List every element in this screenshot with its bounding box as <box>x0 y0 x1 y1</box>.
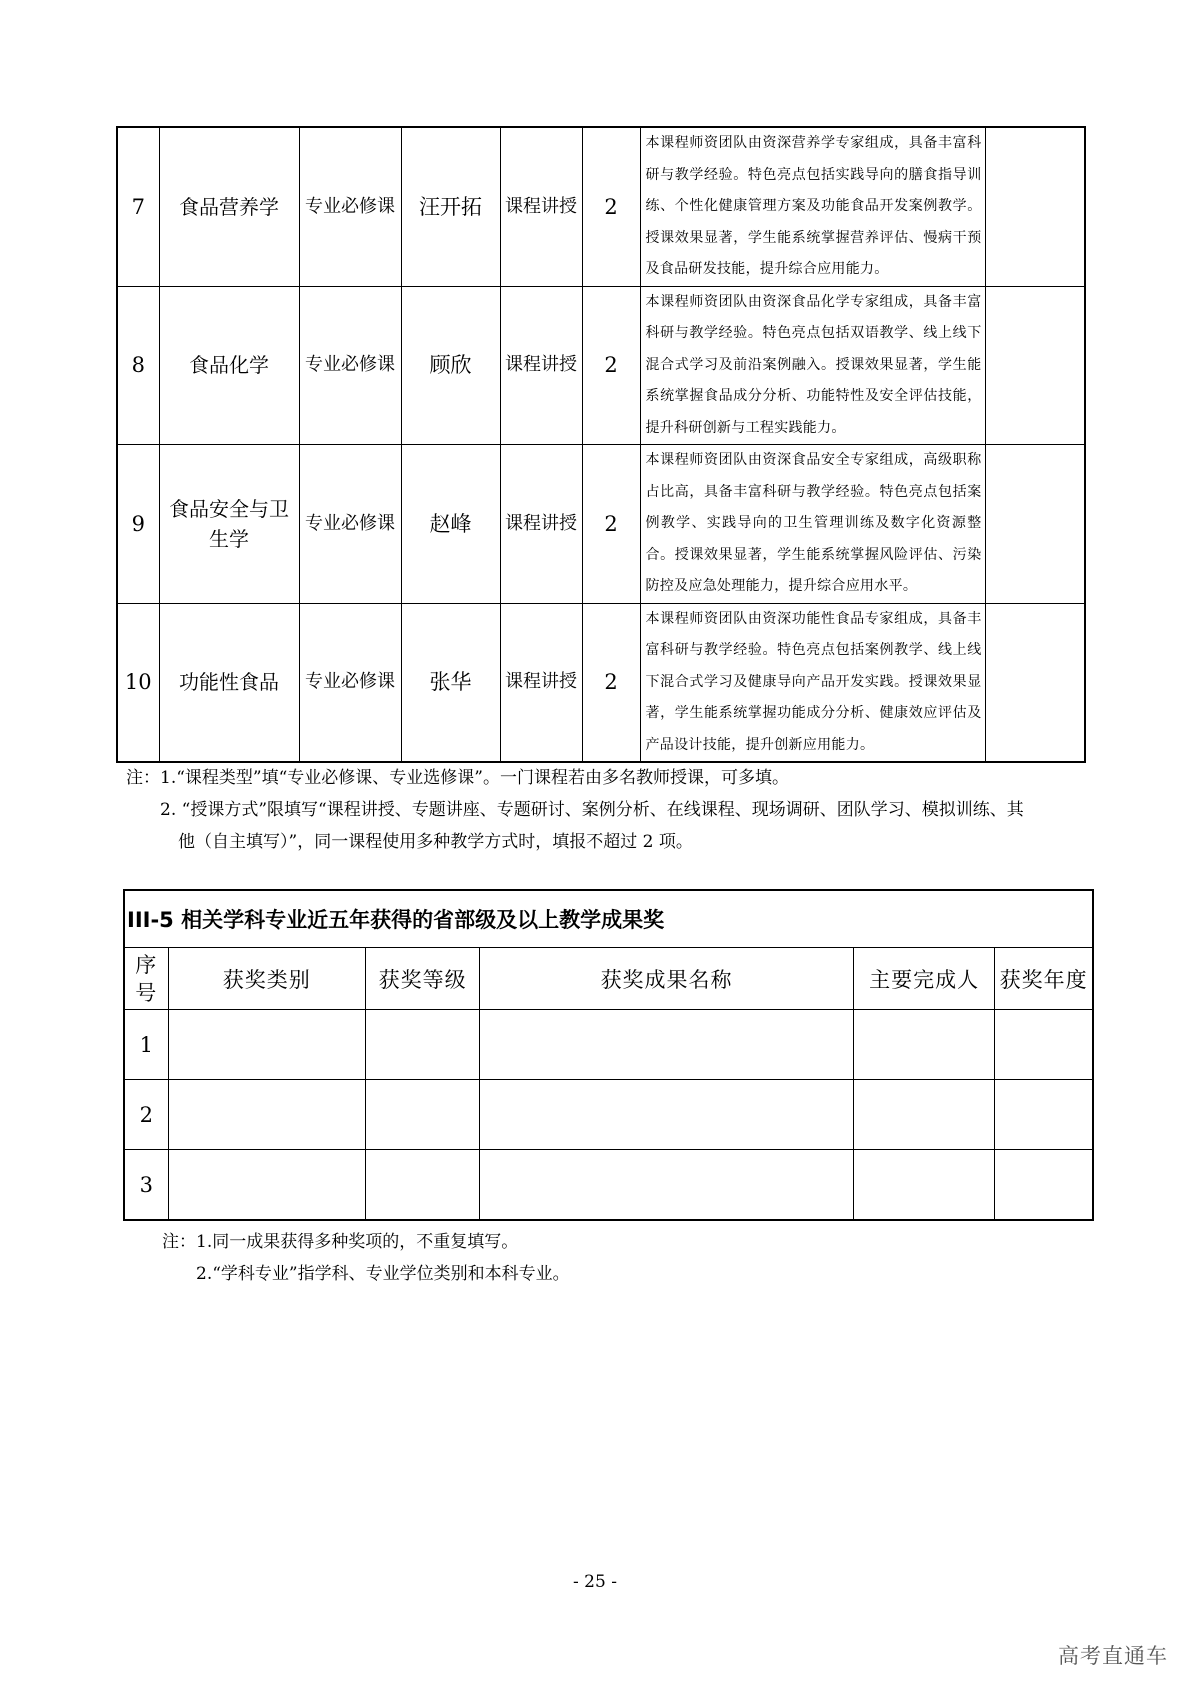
course-count: 2 <box>582 286 640 445</box>
course-teacher: 张华 <box>401 603 500 762</box>
award-category-cell <box>168 1080 365 1150</box>
table-row <box>124 1150 1093 1221</box>
table-row <box>124 1080 1093 1150</box>
award-seq: 3 <box>124 1150 168 1221</box>
course-teacher: 汪开拓 <box>401 127 500 286</box>
course-description: 本课程师资团队由资深食品安全专家组成，高级职称占比高，具备丰富科研与教学经验。特色亮点包括案例教学、实践导向的卫生管理训练及数字化资源整合。授课效果显著，学生能系统掌握风险评估、污染防控及应急处理能力，提升综合应用水平。 <box>640 445 985 604</box>
award-year-cell <box>995 1080 1093 1150</box>
course-blank-cell <box>985 603 1085 762</box>
course-blank-cell <box>985 445 1085 604</box>
course-count: 2 <box>582 127 640 286</box>
section-title: III-5 相关学科专业近五年获得的省部级及以上教学成果奖 <box>124 890 1093 948</box>
award-person-cell <box>853 1010 994 1080</box>
table-row <box>117 603 1085 762</box>
award-person-cell <box>853 1150 994 1221</box>
course-name: 食品安全与卫生学 <box>159 445 299 604</box>
header-category: 获奖类别 <box>168 948 365 1010</box>
course-type: 专业必修课 <box>299 603 401 762</box>
header-person: 主要完成人 <box>853 948 994 1010</box>
award-name-cell <box>480 1150 854 1221</box>
award-level-cell <box>365 1010 479 1080</box>
course-index: 7 <box>117 127 159 286</box>
table-row <box>117 445 1085 604</box>
award-table-note <box>162 1226 1062 1290</box>
award-table <box>123 889 1094 1221</box>
award-name-cell <box>480 1010 854 1080</box>
award-category-cell <box>168 1150 365 1221</box>
course-method: 课程讲授 <box>500 445 582 604</box>
header-level: 获奖等级 <box>365 948 479 1010</box>
course-table-note <box>126 762 1086 858</box>
course-method: 课程讲授 <box>500 286 582 445</box>
course-teacher: 顾欣 <box>401 286 500 445</box>
award-name-cell <box>480 1080 854 1150</box>
course-index: 8 <box>117 286 159 445</box>
award-category-cell <box>168 1010 365 1080</box>
table-row <box>117 127 1085 286</box>
course-type: 专业必修课 <box>299 127 401 286</box>
award-level-cell <box>365 1150 479 1221</box>
award-level-cell <box>365 1080 479 1150</box>
header-year: 获奖年度 <box>995 948 1093 1010</box>
course-blank-cell <box>985 127 1085 286</box>
course-index: 9 <box>117 445 159 604</box>
course-method: 课程讲授 <box>500 127 582 286</box>
note-line: 注：1.“课程类型”填“专业必修课、专业选修课”。一门课程若由多名教师授课，可多填。 <box>126 768 789 788</box>
table-row <box>124 1010 1093 1080</box>
award-person-cell <box>853 1080 994 1150</box>
course-method: 课程讲授 <box>500 603 582 762</box>
note-line: 2. “授课方式”限填写“课程讲授、专题讲座、专题研讨、案例分析、在线课程、现场调研、团队学习、模拟训练、其 <box>160 800 1024 820</box>
course-index: 10 <box>117 603 159 762</box>
course-type: 专业必修课 <box>299 445 401 604</box>
note-line: 2.“学科专业”指学科、专业学位类别和本科专业。 <box>196 1264 570 1284</box>
course-name: 食品营养学 <box>159 127 299 286</box>
course-description: 本课程师资团队由资深功能性食品专家组成，具备丰富科研与教学经验。特色亮点包括案例教学、线上线下混合式学习及健康导向产品开发实践。授课效果显著，学生能系统掌握功能成分分析、健康效应评估及产品设计技能，提升创新应用能力。 <box>640 603 985 762</box>
header-seq-label: 序号 <box>135 952 158 1005</box>
award-seq: 2 <box>124 1080 168 1150</box>
award-year-cell <box>995 1010 1093 1080</box>
course-type: 专业必修课 <box>299 286 401 445</box>
page-number: - 25 - <box>573 1572 617 1592</box>
table-row <box>117 286 1085 445</box>
award-title-row <box>124 890 1093 948</box>
course-count: 2 <box>582 445 640 604</box>
course-table <box>116 126 1086 763</box>
watermark: 高考直通车 <box>1058 1644 1168 1668</box>
course-name: 食品化学 <box>159 286 299 445</box>
note-line: 注：1.同一成果获得多种奖项的，不重复填写。 <box>162 1232 519 1252</box>
course-name: 功能性食品 <box>159 603 299 762</box>
award-year-cell <box>995 1150 1093 1221</box>
award-header-row <box>124 948 1093 1010</box>
course-blank-cell <box>985 286 1085 445</box>
award-seq: 1 <box>124 1010 168 1080</box>
course-count: 2 <box>582 603 640 762</box>
header-name: 获奖成果名称 <box>480 948 854 1010</box>
note-line: 他（自主填写）”，同一课程使用多种教学方式时，填报不超过 2 项。 <box>178 832 693 852</box>
header-seq <box>124 948 168 1010</box>
course-description: 本课程师资团队由资深食品化学专家组成，具备丰富科研与教学经验。特色亮点包括双语教学、线上线下混合式学习及前沿案例融入。授课效果显著，学生能系统掌握食品成分分析、功能特性及安全评估技能，提升科研创新与工程实践能力。 <box>640 286 985 445</box>
course-description: 本课程师资团队由资深营养学专家组成，具备丰富科研与教学经验。特色亮点包括实践导向的膳食指导训练、个性化健康管理方案及功能食品开发案例教学。授课效果显著，学生能系统掌握营养评估、慢病干预及食品研发技能，提升综合应用能力。 <box>640 127 985 286</box>
course-teacher: 赵峰 <box>401 445 500 604</box>
